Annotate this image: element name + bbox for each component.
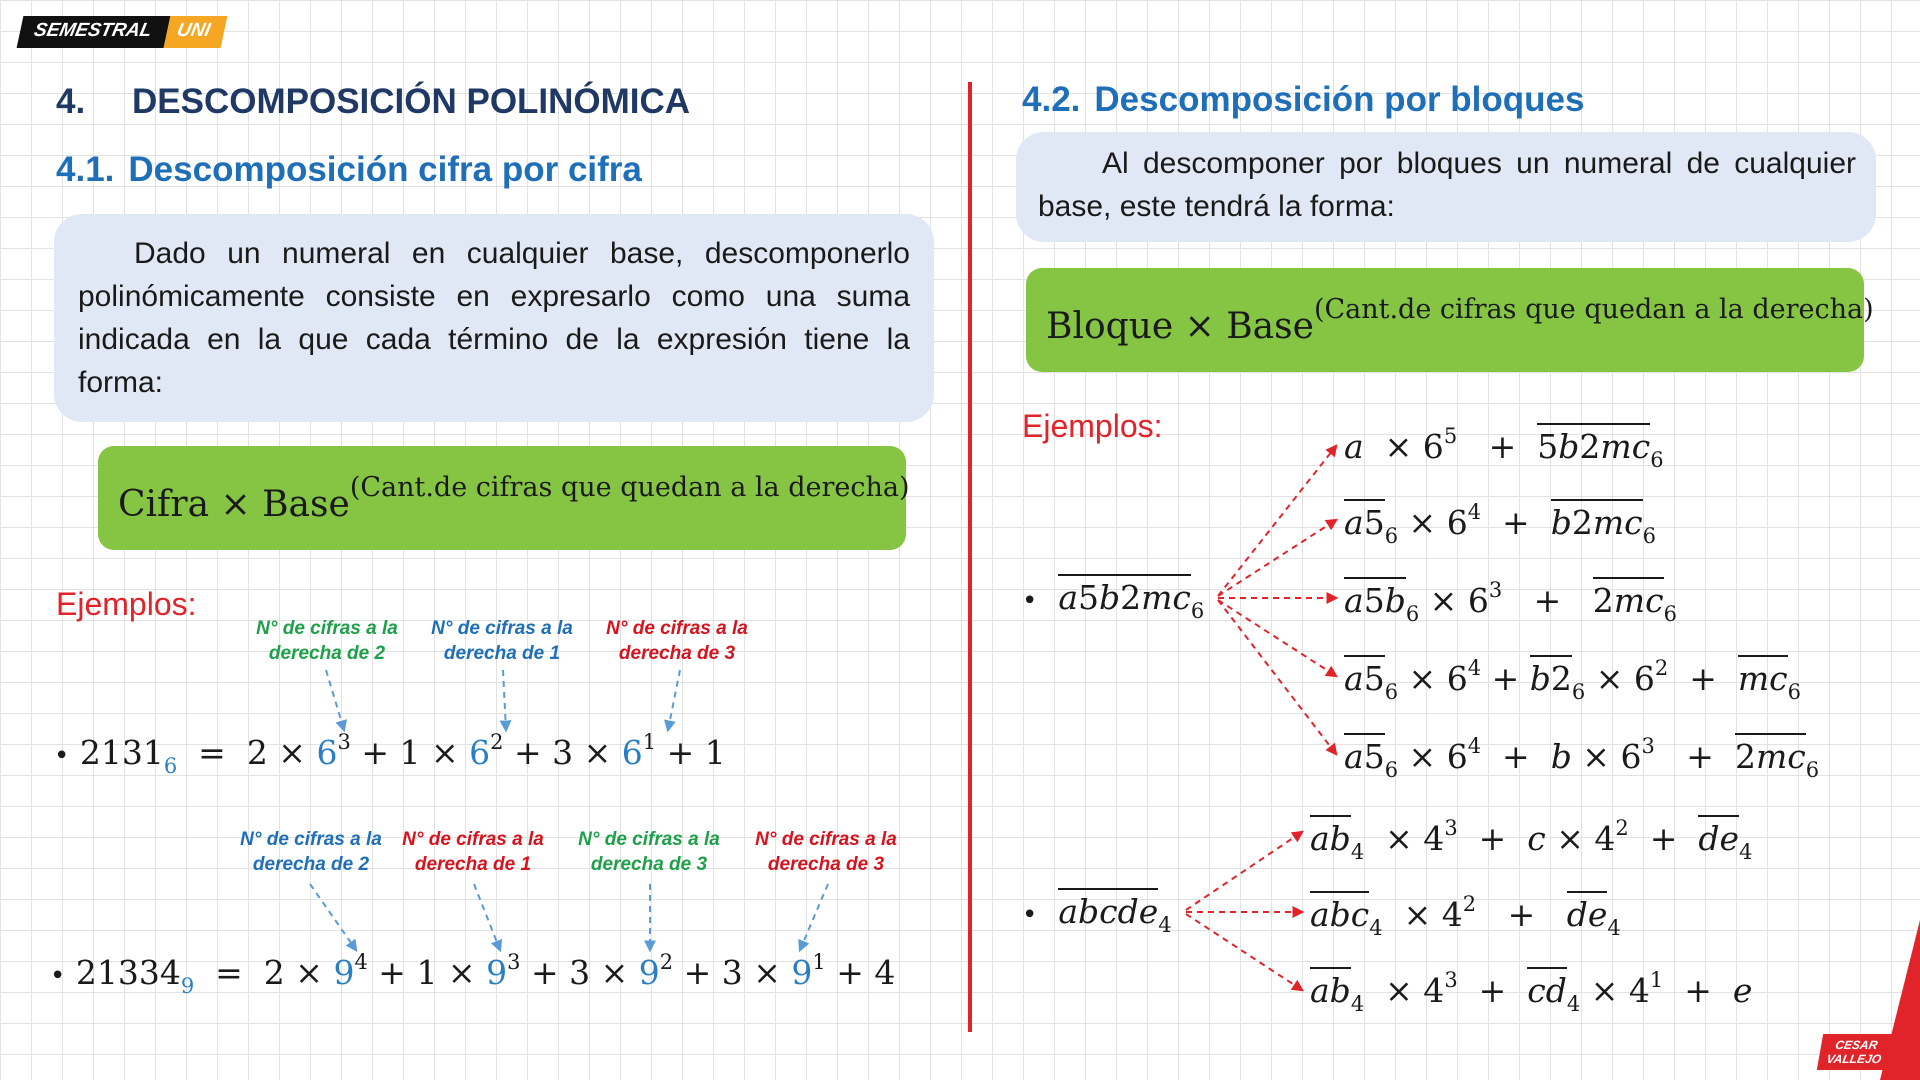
note-2-4: N° de cifras a la derecha de 3 — [755, 829, 897, 875]
section-number: 4. — [56, 82, 86, 121]
subsection-number: 4.2. — [1022, 80, 1081, 119]
subsection-heading-4-2 — [1022, 80, 1584, 120]
arrow-block-a-5 — [1218, 600, 1336, 754]
block-a-result-5: $a5_6 \times 6^4 + b \times 6^3 + 2mc_6$ — [1344, 734, 1820, 782]
block-example-b-source: • abcde$_4$ — [1022, 892, 1172, 937]
definition-text-left: Dado un numeral en cualquier base, descomponerlo polinómicamente consiste en expresarlo como una suma indicada en la que cada término de la expresión tiene la forma: — [78, 237, 910, 399]
logo-line-2: VALLEJO — [1825, 1052, 1882, 1066]
block-b-result-1: $ab_4 \times 4^3 + c \times 4^2 + de_4$ — [1310, 816, 1753, 864]
block-example-a-source: • $a5b2mc_6$ — [1022, 578, 1204, 623]
column-divider — [968, 82, 972, 1032]
block-b-result-3: $ab_4 \times 4^3 + cd_4 \times 4^1 + e$ — [1310, 968, 1753, 1016]
arrow-note-2-4 — [800, 884, 828, 950]
block-b-result-2: $abc_4 \times 4^2 + de_4$ — [1310, 892, 1621, 940]
subsection-title: Descomposición cifra por cifra — [128, 150, 642, 189]
definition-box-right — [1016, 132, 1876, 242]
note-2-3: N° de cifras a la derecha de 3 — [578, 829, 720, 875]
note-1-1: N° de cifras a la derecha de 2 — [256, 618, 398, 664]
examples-label-right: Ejemplos: — [1022, 408, 1163, 444]
subsection-title: Descomposición por bloques — [1094, 80, 1585, 119]
example-1-expression: • $2131_6 = 2 \times 6^3 + 1 \times 6^2 + 3 \times 6^1 + 1$ — [54, 730, 726, 778]
example-2-expression: • $21334_9 = 2 \times 9^4 + 1 \times 9^3 + 3 \times 9^2 + 3 \times 9^1 + 4$ — [50, 950, 896, 998]
definition-text-right: Al descomponer por bloques un numeral de cualquier base, este tendrá la forma: — [1038, 147, 1856, 223]
note-1-3: N° de cifras a la derecha de 3 — [606, 618, 748, 664]
subsection-heading-4-1 — [56, 150, 642, 190]
note-1-2: N° de cifras a la derecha de 1 — [431, 618, 573, 664]
note-2-2: N° de cifras a la derecha de 1 — [402, 829, 544, 875]
brand-badge-uni: UNI — [164, 16, 228, 48]
arrow-note-1-1 — [326, 670, 344, 730]
brand-badge — [20, 16, 224, 48]
arrow-note-2-1 — [310, 884, 356, 950]
formula-exponent-left: (Cant.de cifras que quedan a la derecha) — [349, 472, 910, 503]
section-title: DESCOMPOSICIÓN POLINÓMICA — [132, 82, 691, 121]
formula-main-right: Bloque × Base — [1046, 306, 1314, 347]
section-heading — [56, 82, 690, 122]
definition-box-left — [54, 214, 934, 422]
block-a-result-3: $a5b_6 \times 6^3 + 2mc_6$ — [1344, 578, 1677, 626]
arrow-block-a-2 — [1218, 520, 1336, 596]
note-2-1: N° de cifras a la derecha de 2 — [240, 829, 382, 875]
formula-box-right — [1026, 268, 1874, 372]
logo-line-1: CESAR — [1833, 1038, 1879, 1052]
block-a-result-2: $a5_6 \times 6^4 + b2mc_6$ — [1344, 500, 1656, 548]
block-a-result-1: $a \times 6^5 + 5b2mc_6$ — [1344, 424, 1664, 472]
formula-exponent-right: (Cant.de cifras que quedan a la derecha) — [1313, 294, 1874, 325]
arrow-block-b-3 — [1186, 914, 1302, 990]
formula-box-left — [98, 446, 910, 550]
block-a-result-4: $a5_6 \times 6^4 + b2_6 \times 6^2 + mc_6$ — [1344, 656, 1801, 704]
arrow-note-1-2 — [503, 670, 506, 730]
arrow-block-a-4 — [1218, 600, 1336, 676]
arrow-block-b-1 — [1186, 832, 1302, 910]
arrow-note-2-2 — [474, 884, 500, 950]
examples-label-left: Ejemplos: — [56, 586, 197, 622]
cesar-vallejo-logo — [1816, 1034, 1893, 1070]
formula-main-left: Cifra × Base — [118, 484, 350, 525]
arrow-block-a-1 — [1218, 446, 1336, 596]
arrow-note-1-3 — [668, 670, 680, 730]
brand-badge-semestral: SEMESTRAL — [17, 16, 171, 48]
subsection-number: 4.1. — [56, 150, 115, 189]
